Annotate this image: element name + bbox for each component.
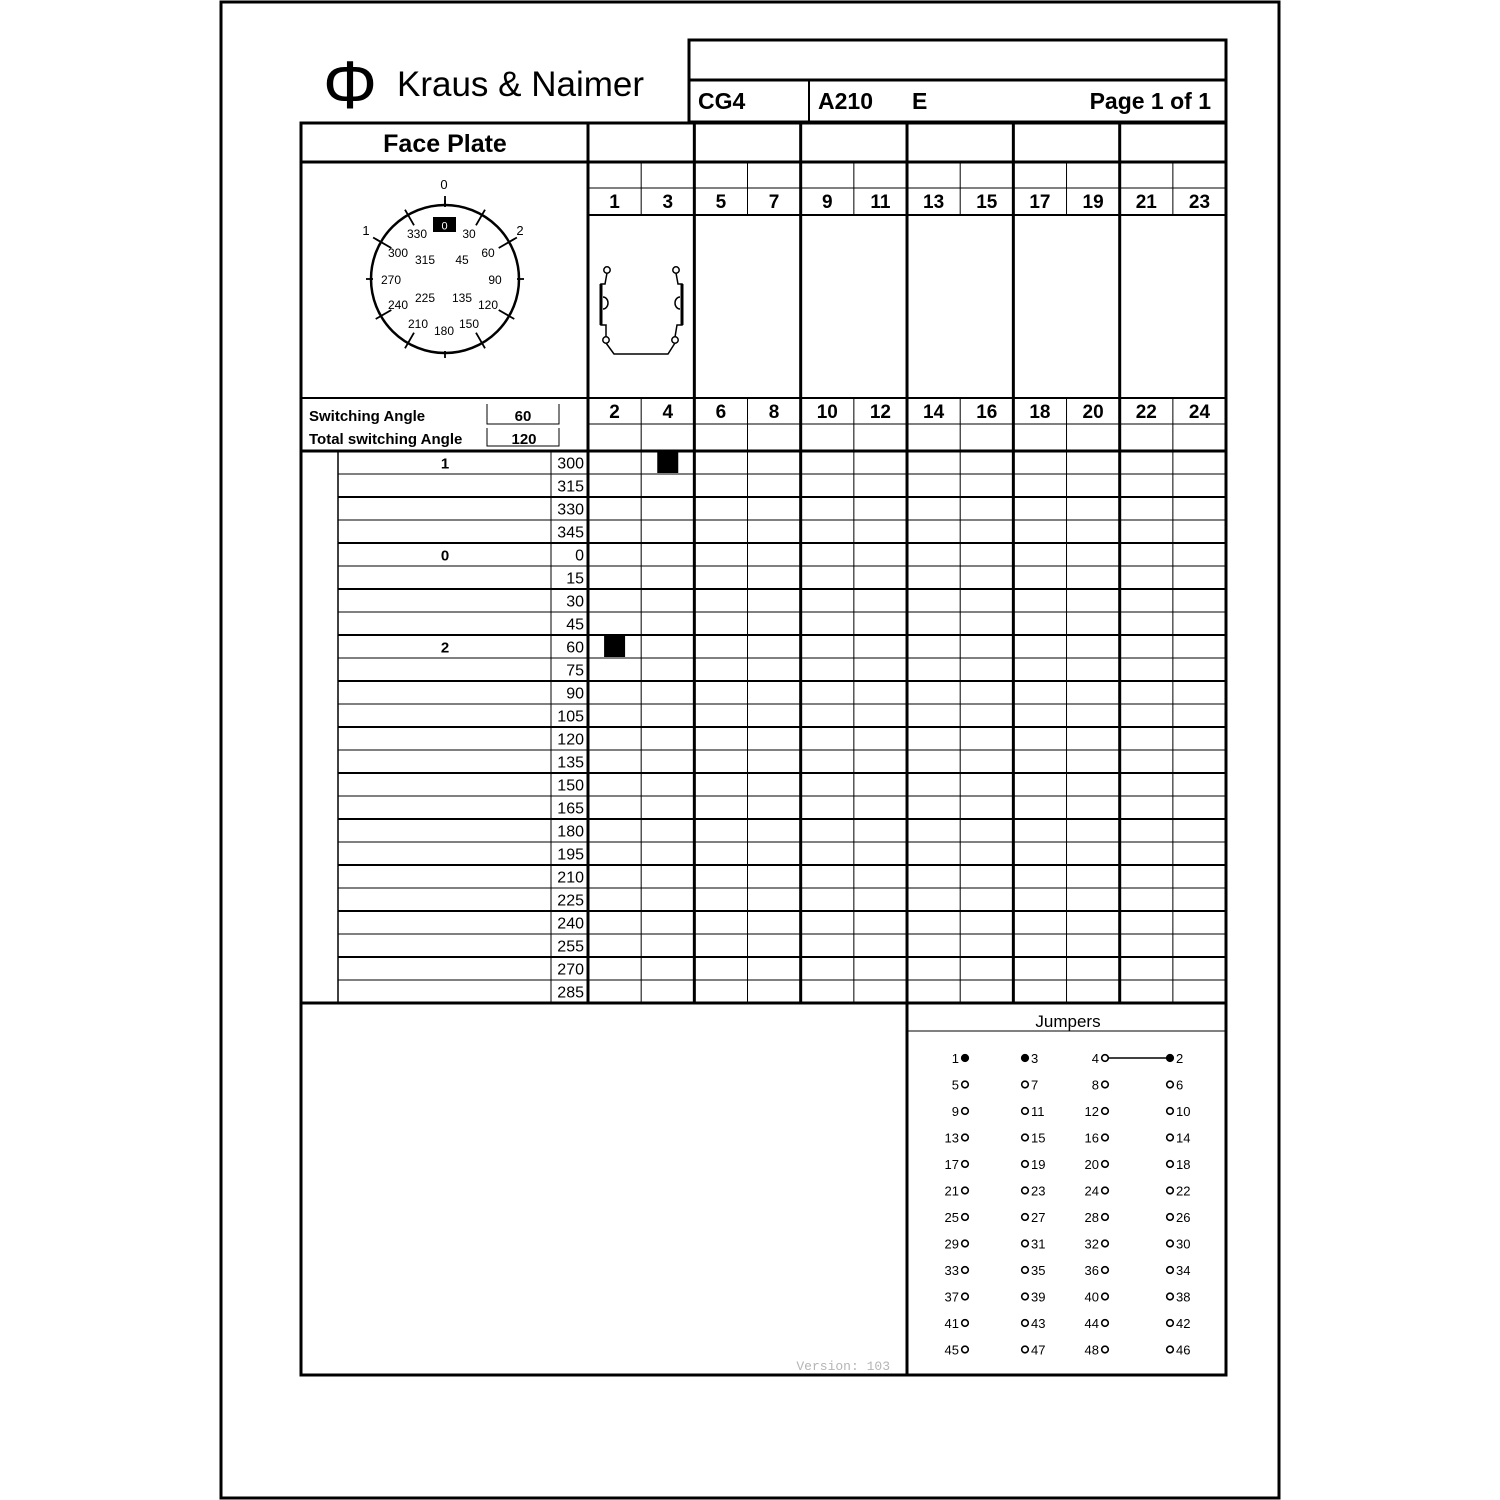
table-row bbox=[557, 801, 584, 818]
jumper-terminal-label: 20 bbox=[1084, 1157, 1099, 1172]
jumpers-title: Jumpers bbox=[1035, 1012, 1101, 1031]
row-angle: 195 bbox=[557, 846, 584, 864]
table-row bbox=[441, 456, 584, 473]
dial-position-tick bbox=[510, 238, 517, 242]
table-row bbox=[441, 640, 584, 657]
jumper-terminal-icon bbox=[1167, 1240, 1174, 1247]
jumper-terminal-icon bbox=[1022, 1346, 1029, 1353]
row-angle: 345 bbox=[557, 524, 584, 542]
jumper-terminal-label: 45 bbox=[944, 1342, 959, 1358]
terminal-top-label: 17 bbox=[1029, 192, 1051, 213]
dial-angle-330: 330 bbox=[406, 227, 428, 241]
jumper-terminal-icon bbox=[1102, 1134, 1109, 1141]
terminal-bottom-label: 4 bbox=[662, 402, 674, 423]
dial-angle-90: 90 bbox=[488, 273, 502, 287]
table-row bbox=[566, 686, 584, 703]
dial-position-0: 0 bbox=[440, 177, 448, 192]
table-row bbox=[557, 962, 584, 979]
jumper-terminal-icon bbox=[1102, 1346, 1109, 1353]
jumper-terminal-icon bbox=[962, 1108, 969, 1115]
brand-logo bbox=[323, 47, 644, 123]
jumper-terminal-icon bbox=[962, 1161, 969, 1168]
dial-angle-60: 60 bbox=[481, 246, 495, 260]
jumper-terminal-icon bbox=[962, 1267, 969, 1274]
jumper-terminal-label: 11 bbox=[1031, 1104, 1045, 1119]
dial-angle-240: 240 bbox=[387, 298, 409, 312]
switching-angle-value: 60 bbox=[514, 408, 532, 425]
jumper-terminal-label: 17 bbox=[944, 1157, 959, 1172]
jumper-terminal-label: 24 bbox=[1084, 1183, 1099, 1199]
jumper-terminal-label: 34 bbox=[1176, 1263, 1191, 1278]
jumper-terminal-icon bbox=[1102, 1161, 1109, 1168]
terminal-top-label: 21 bbox=[1135, 192, 1157, 213]
jumper-terminal-icon bbox=[1102, 1267, 1109, 1274]
dial-angle-120: 120 bbox=[477, 298, 499, 312]
jumper-terminal-label: 19 bbox=[1031, 1157, 1046, 1172]
row-angle: 210 bbox=[557, 869, 584, 887]
table-row bbox=[557, 502, 584, 519]
table-row bbox=[557, 847, 584, 864]
dial-angle-225: 225 bbox=[414, 291, 436, 305]
terminal-top-label: 3 bbox=[662, 192, 674, 213]
row-angle: 75 bbox=[566, 662, 584, 680]
terminal-top-label: 19 bbox=[1082, 192, 1104, 213]
jumper-terminal-label: 39 bbox=[1031, 1289, 1046, 1305]
jumper-terminal-icon bbox=[1022, 1267, 1029, 1274]
dial-angle-315: 315 bbox=[414, 253, 436, 267]
jumper-terminal-icon bbox=[1102, 1214, 1109, 1221]
jumper-terminal-icon bbox=[962, 1293, 969, 1300]
jumper-terminal-icon bbox=[962, 1214, 969, 1221]
terminal-top-label: 9 bbox=[821, 192, 833, 213]
terminal-top-label: 11 bbox=[870, 192, 891, 213]
dial-angle-210: 210 bbox=[407, 317, 429, 331]
table-row bbox=[557, 732, 584, 749]
table-row bbox=[566, 663, 584, 680]
jumper-terminal-label: 46 bbox=[1176, 1342, 1191, 1358]
contact-symbol-icon bbox=[601, 267, 682, 354]
row-angle: 315 bbox=[557, 478, 584, 496]
jumpers-list bbox=[945, 1051, 1191, 1358]
jumper-terminal-icon bbox=[1102, 1108, 1109, 1115]
jumper-terminal-label: 43 bbox=[1031, 1316, 1046, 1331]
table-row bbox=[441, 548, 584, 565]
jumper-terminal-icon bbox=[962, 1240, 969, 1247]
table-row bbox=[557, 939, 584, 956]
table-row bbox=[566, 594, 584, 611]
jumper-terminal-icon bbox=[1167, 1134, 1174, 1141]
jumper-terminal-label: 33 bbox=[944, 1263, 959, 1278]
position-table-lines bbox=[338, 451, 1226, 1003]
face-plate-dial bbox=[362, 177, 524, 358]
jumper-terminal-label: 35 bbox=[1031, 1263, 1046, 1278]
terminal-bottom-label: 6 bbox=[715, 402, 727, 423]
jumper-terminal-icon bbox=[1167, 1187, 1174, 1194]
jumper-terminal-icon bbox=[962, 1320, 969, 1327]
jumper-terminal-label: 42 bbox=[1176, 1316, 1191, 1331]
jumper-terminal-label: 41 bbox=[944, 1316, 959, 1331]
terminal-bottom-label: 14 bbox=[923, 402, 945, 423]
terminal-bottom-label: 16 bbox=[976, 402, 998, 423]
jumper-terminal-label: 18 bbox=[1176, 1157, 1191, 1172]
jumper-terminal-label: 23 bbox=[1031, 1183, 1046, 1199]
page-indicator: Page 1 of 1 bbox=[1089, 88, 1211, 114]
jumper-terminal-label: 27 bbox=[1031, 1210, 1046, 1225]
row-position: 1 bbox=[440, 455, 450, 473]
row-angle: 15 bbox=[566, 570, 584, 588]
closed-contact-mark bbox=[657, 452, 678, 473]
row-angle: 330 bbox=[557, 501, 584, 519]
jumper-terminal-icon bbox=[1022, 1187, 1029, 1194]
row-angle: 150 bbox=[557, 777, 584, 795]
jumper-terminal-label: 26 bbox=[1176, 1210, 1191, 1225]
terminal-bottom-label: 20 bbox=[1082, 402, 1104, 423]
jumper-terminal-icon bbox=[1167, 1108, 1174, 1115]
jumper-terminal-label: 15 bbox=[1031, 1130, 1046, 1146]
terminal-bottom-label: 8 bbox=[768, 402, 780, 423]
table-row bbox=[557, 778, 584, 795]
jumper-terminal-label: 9 bbox=[951, 1104, 959, 1119]
jumper-terminal-label: 4 bbox=[1091, 1051, 1099, 1066]
jumper-terminal-label: 3 bbox=[1031, 1051, 1039, 1066]
terminal-bottom-label: 12 bbox=[869, 402, 892, 423]
table-row bbox=[557, 525, 584, 542]
version-label: Version: 103 bbox=[796, 1359, 890, 1374]
jumper-terminal-icon bbox=[1167, 1267, 1174, 1274]
row-angle: 285 bbox=[557, 984, 584, 1002]
table-row bbox=[557, 824, 584, 841]
jumper-terminal-label: 5 bbox=[951, 1077, 959, 1093]
jumper-terminal-icon bbox=[962, 1187, 969, 1194]
closed-contact-mark bbox=[604, 636, 625, 657]
terminal-top-label: 5 bbox=[715, 192, 727, 213]
row-angle: 135 bbox=[557, 754, 584, 772]
jumper-terminal-icon bbox=[962, 1081, 969, 1088]
jumper-terminal-label: 1 bbox=[951, 1051, 959, 1066]
terminal-top-label: 1 bbox=[609, 192, 620, 213]
table-row bbox=[566, 571, 584, 588]
jumper-terminal-label: 30 bbox=[1176, 1236, 1191, 1252]
jumper-terminal-icon bbox=[962, 1134, 969, 1141]
jumper-terminal-label: 14 bbox=[1176, 1130, 1191, 1146]
brand-name: Kraus & Naimer bbox=[397, 65, 645, 104]
terminal-bottom-label: 24 bbox=[1188, 402, 1211, 423]
row-angle: 120 bbox=[557, 731, 584, 749]
program-code: A210 bbox=[818, 88, 873, 114]
row-angle: 300 bbox=[557, 455, 584, 473]
row-position: 2 bbox=[440, 639, 450, 657]
table-row bbox=[566, 617, 584, 634]
dial-angle-30: 30 bbox=[462, 227, 476, 241]
table-row bbox=[557, 755, 584, 772]
row-angle: 45 bbox=[566, 616, 584, 634]
jumper-terminal-label: 16 bbox=[1084, 1130, 1099, 1146]
jumper-terminal-icon bbox=[1102, 1187, 1109, 1194]
row-angle: 225 bbox=[557, 892, 584, 910]
jumper-terminal-icon bbox=[1022, 1240, 1029, 1247]
jumper-terminal-label: 6 bbox=[1176, 1077, 1184, 1093]
jumper-terminal-icon bbox=[1167, 1081, 1174, 1088]
row-angle: 180 bbox=[557, 823, 584, 841]
jumper-terminal-icon bbox=[1102, 1081, 1109, 1088]
jumper-terminal-label: 29 bbox=[944, 1236, 959, 1252]
table-row bbox=[557, 479, 584, 496]
jumper-terminal-label: 13 bbox=[944, 1130, 959, 1146]
jumper-terminal-icon bbox=[1022, 1081, 1029, 1088]
jumper-terminal-icon bbox=[1167, 1346, 1174, 1353]
dial-angle-labels bbox=[381, 227, 502, 338]
dial-angle-150: 150 bbox=[458, 317, 480, 331]
jumper-terminal-label: 8 bbox=[1091, 1077, 1099, 1093]
terminal-top-label: 15 bbox=[976, 192, 998, 213]
row-angle: 270 bbox=[557, 961, 584, 979]
terminal-bottom-label: 10 bbox=[816, 402, 838, 423]
jumper-terminal-label: 2 bbox=[1176, 1051, 1184, 1066]
position-table bbox=[441, 456, 584, 1002]
jumper-terminal-label: 48 bbox=[1084, 1342, 1099, 1358]
jumper-terminal-icon bbox=[1022, 1108, 1029, 1115]
total-switching-angle-label: Total switching Angle bbox=[309, 431, 463, 448]
table-row bbox=[557, 893, 584, 910]
jumper-terminal-label: 10 bbox=[1176, 1104, 1191, 1119]
jumper-terminal-icon bbox=[962, 1055, 969, 1062]
table-row bbox=[557, 709, 584, 726]
dial-position-1: 1 bbox=[362, 223, 370, 238]
jumper-terminal-icon bbox=[1167, 1293, 1174, 1300]
row-angle: 105 bbox=[557, 708, 584, 726]
terminal-top-label: 23 bbox=[1188, 192, 1211, 213]
jumper-terminal-label: 31 bbox=[1031, 1236, 1046, 1252]
terminal-bottom-label: 22 bbox=[1135, 402, 1157, 423]
jumper-terminal-icon bbox=[1022, 1161, 1029, 1168]
table-row bbox=[557, 916, 584, 933]
jumper-terminal-label: 47 bbox=[1031, 1342, 1046, 1358]
jumper-terminal-icon bbox=[1022, 1134, 1029, 1141]
jumper-terminal-label: 44 bbox=[1084, 1316, 1099, 1331]
jumper-terminal-label: 38 bbox=[1176, 1289, 1191, 1305]
jumper-terminal-label: 25 bbox=[944, 1210, 959, 1225]
jumper-terminal-label: 32 bbox=[1084, 1236, 1099, 1252]
jumper-terminal-icon bbox=[1167, 1055, 1174, 1062]
model-code: CG4 bbox=[698, 88, 746, 114]
row-angle: 90 bbox=[566, 685, 584, 703]
jumper-terminal-icon bbox=[962, 1346, 969, 1353]
jumper-terminal-label: 21 bbox=[944, 1183, 959, 1199]
dial-angle-180: 180 bbox=[433, 324, 455, 338]
jumper-terminal-icon bbox=[1022, 1293, 1029, 1300]
row-angle: 255 bbox=[557, 938, 584, 956]
dial-angle-270: 270 bbox=[380, 273, 402, 287]
jumper-terminal-icon bbox=[1022, 1320, 1029, 1327]
jumper-terminal-icon bbox=[1102, 1293, 1109, 1300]
jumper-terminal-label: 40 bbox=[1084, 1289, 1099, 1305]
switching-angle-label: Switching Angle bbox=[309, 408, 426, 425]
face-plate-title: Face Plate bbox=[383, 130, 507, 158]
jumper-terminal-icon bbox=[1167, 1214, 1174, 1221]
jumper-terminal-icon bbox=[1022, 1055, 1029, 1062]
jumper-terminal-label: 28 bbox=[1084, 1210, 1099, 1225]
jumper-terminal-label: 22 bbox=[1176, 1183, 1191, 1199]
row-angle: 60 bbox=[566, 639, 584, 657]
jumper-terminal-icon bbox=[1102, 1240, 1109, 1247]
dial-position-tick bbox=[373, 238, 380, 242]
terminal-bottom-label: 18 bbox=[1029, 402, 1051, 423]
row-angle: 30 bbox=[566, 593, 584, 611]
phi-logo-icon: Φ bbox=[322, 47, 378, 123]
jumper-terminal-label: 7 bbox=[1031, 1077, 1039, 1093]
jumper-terminal-icon bbox=[1167, 1320, 1174, 1327]
row-angle: 240 bbox=[557, 915, 584, 933]
dial-angle-300: 300 bbox=[387, 246, 409, 260]
variant-code: E bbox=[912, 88, 928, 114]
row-angle: 0 bbox=[575, 547, 584, 565]
jumper-terminal-label: 12 bbox=[1084, 1104, 1099, 1119]
jumper-terminal-icon bbox=[1022, 1214, 1029, 1221]
dial-active-label: 0 bbox=[441, 220, 448, 233]
jumper-terminal-label: 36 bbox=[1084, 1263, 1099, 1278]
terminal-top-label: 13 bbox=[923, 192, 945, 213]
row-position: 0 bbox=[440, 547, 450, 565]
dial-position-2: 2 bbox=[516, 223, 524, 238]
dial-angle-45: 45 bbox=[455, 253, 469, 267]
table-row bbox=[557, 870, 584, 887]
terminal-bottom-label: 2 bbox=[609, 402, 620, 423]
contact-grid-lines bbox=[588, 123, 1226, 1003]
jumper-terminal-label: 37 bbox=[944, 1289, 959, 1305]
dial-angle-135: 135 bbox=[451, 291, 473, 305]
row-angle: 165 bbox=[557, 800, 584, 818]
terminal-top-label: 7 bbox=[768, 192, 780, 213]
total-switching-angle-value: 120 bbox=[511, 431, 537, 448]
table-row bbox=[557, 985, 584, 1002]
jumper-terminal-icon bbox=[1167, 1161, 1174, 1168]
jumper-terminal-icon bbox=[1102, 1055, 1109, 1062]
jumper-terminal-icon bbox=[1102, 1320, 1109, 1327]
